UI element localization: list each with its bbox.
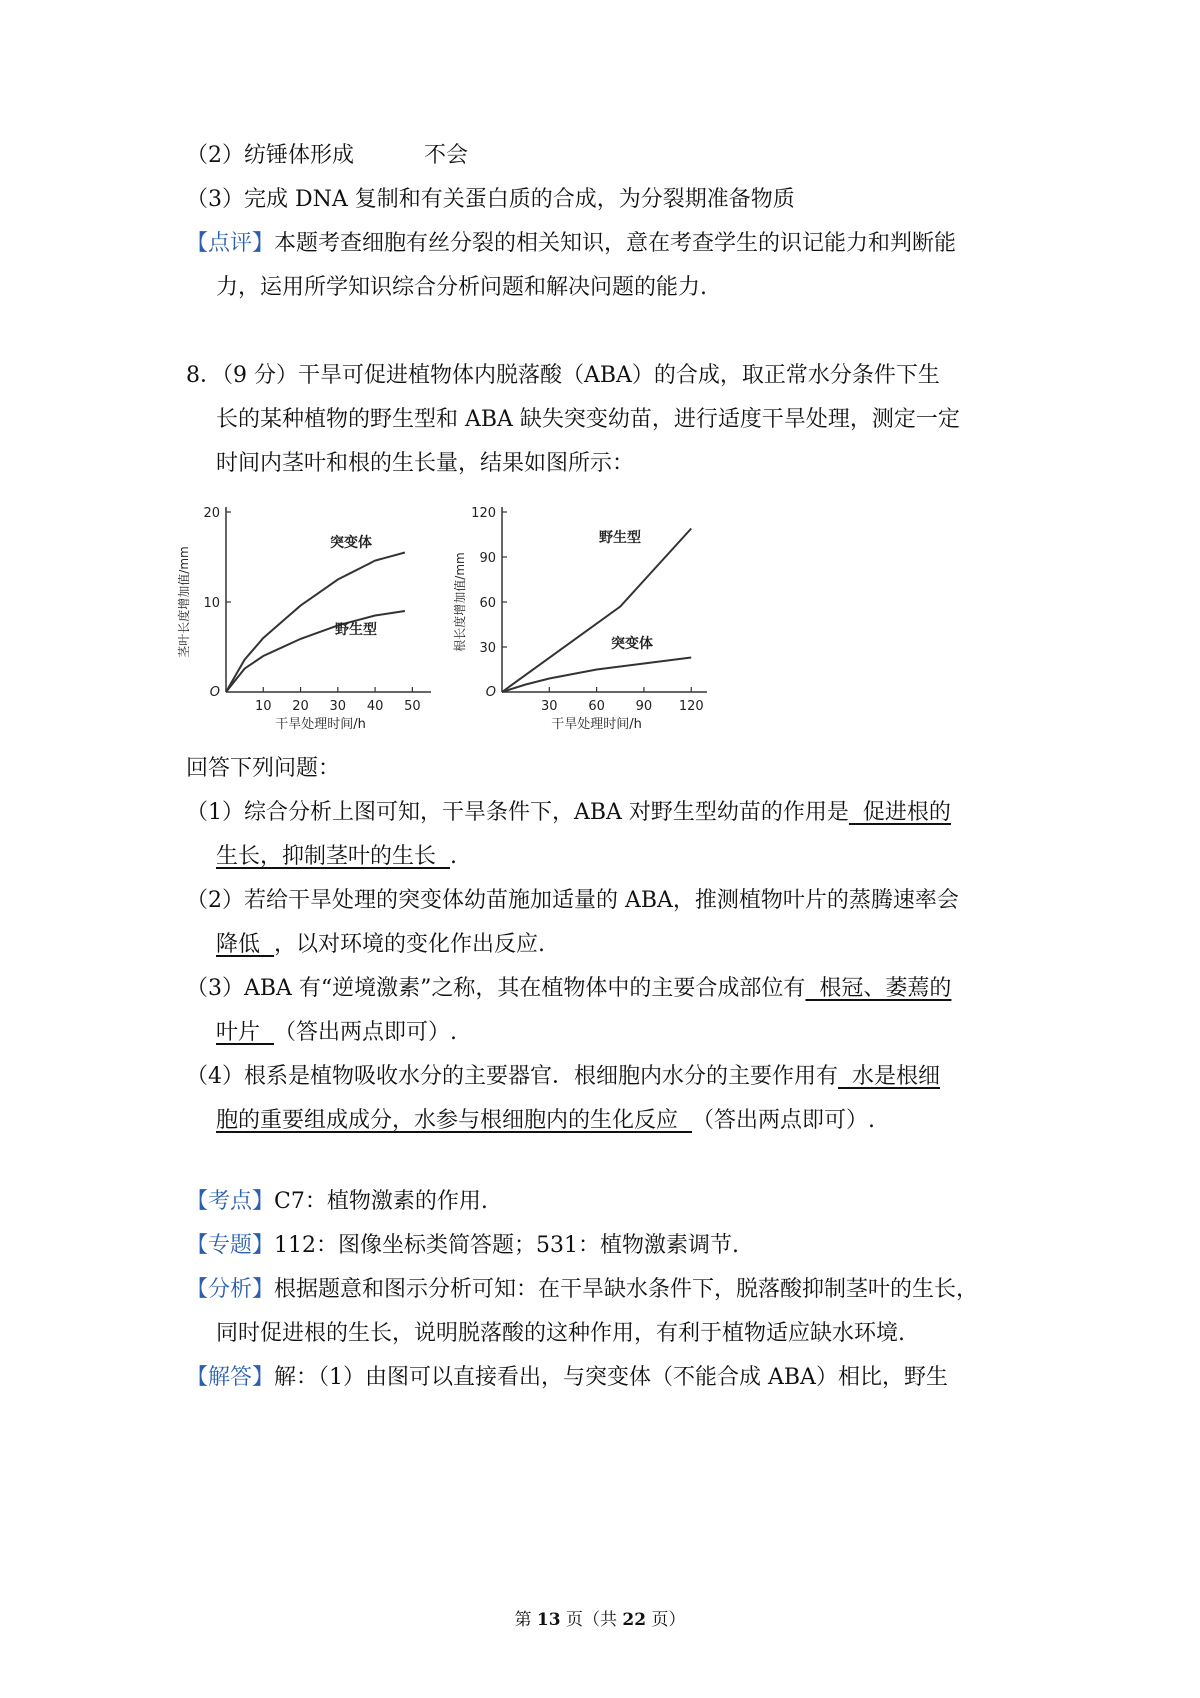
x-tick-label: 90 <box>635 699 653 714</box>
answer-intro: 回答下列问题： <box>186 756 341 781</box>
q3-answer-1: 根冠、萎蔫的 <box>805 976 952 1001</box>
x-axis-label: 干旱处理时间/h <box>275 717 366 732</box>
jieda-tag: 【解答】 <box>186 1365 275 1390</box>
x-tick-label: 30 <box>541 699 558 714</box>
zhuanti-line <box>186 1230 739 1262</box>
q2-suffix: ，以对环境的变化作出反应. <box>274 932 545 957</box>
kaodian-line <box>186 1186 488 1218</box>
origin-label: O <box>209 685 220 700</box>
series-line-1 <box>226 553 405 693</box>
question-line-3: 时间内茎叶和根的生长量，结果如图所示： <box>216 451 635 476</box>
review-text-1: 本题考查细胞有丝分裂的相关知识，意在考查学生的识记能力和判断能 <box>274 231 957 256</box>
q1-answer-1: 促进根的 <box>848 800 951 825</box>
q2-line-2 <box>216 929 545 961</box>
shoot-growth-chart <box>170 495 450 745</box>
jieda-text: 解：（1）由图可以直接看出，与突变体（不能合成 ABA）相比，野生 <box>274 1365 948 1390</box>
page-footer <box>0 1605 1200 1630</box>
kaodian-tag: 【考点】 <box>186 1189 275 1214</box>
q4-line-2 <box>216 1105 875 1137</box>
q2-line-1: （2）若给干旱处理的突变体幼苗施加适量的 ABA，推测植物叶片的蒸腾速率会 <box>186 888 959 913</box>
q3-prefix: （3）ABA 有“逆境激素”之称，其在植物体中的主要合成部位有 <box>186 976 806 1001</box>
q3-line-2 <box>216 1017 457 1049</box>
fenxi-tag: 【分析】 <box>186 1277 275 1302</box>
answer-2-label: （2）纺锤体形成 <box>186 143 354 168</box>
fenxi-text-1: 根据题意和图示分析可知：在干旱缺水条件下，脱落酸抑制茎叶的生长， <box>274 1277 979 1302</box>
series-label: 野生型 <box>335 622 377 638</box>
origin-label: O <box>485 685 496 700</box>
x-tick-label: 60 <box>588 699 605 714</box>
fenxi-line-2: 同时促进根的生长，说明脱落酸的这种作用，有利于植物适应缺水环境. <box>216 1321 905 1346</box>
x-tick-label: 20 <box>292 699 309 714</box>
series-label: 野生型 <box>599 530 641 546</box>
q3-answer-2: 叶片 <box>216 1020 274 1045</box>
footer-page-number: 13 <box>536 1610 561 1630</box>
series-line-1 <box>502 529 691 693</box>
footer-total-pages: 22 <box>622 1610 647 1630</box>
q4-suffix: （答出两点即可）. <box>692 1108 875 1133</box>
series-line-2 <box>502 658 691 693</box>
jieda-line <box>186 1362 948 1394</box>
footer-pre: 第 <box>514 1610 537 1630</box>
q1-line-2 <box>216 841 457 873</box>
q1-prefix: （1）综合分析上图可知，干旱条件下，ABA 对野生型幼苗的作用是 <box>186 800 849 825</box>
q1-line-1 <box>186 797 951 829</box>
y-axis-label: 茎叶长度增加值/mm <box>177 546 191 658</box>
y-tick-label: 90 <box>479 551 496 566</box>
x-tick-label: 30 <box>329 699 347 714</box>
q3-line-1 <box>186 973 951 1005</box>
kaodian-text: C7：植物激素的作用. <box>274 1189 488 1214</box>
x-tick-label: 120 <box>678 699 704 714</box>
x-tick-label: 40 <box>366 699 384 714</box>
y-tick-label: 120 <box>471 506 496 521</box>
review-line-2: 力，运用所学知识综合分析问题和解决问题的能力. <box>216 275 707 300</box>
q1-answer-2: 生长，抑制茎叶的生长 <box>216 844 450 869</box>
fenxi-line-1 <box>186 1274 978 1306</box>
answer-2-value: 不会 <box>424 143 469 168</box>
y-tick-label: 60 <box>479 596 496 611</box>
y-tick-label: 30 <box>479 641 496 656</box>
x-tick-label: 10 <box>254 699 272 714</box>
prev-answer-2 <box>186 140 468 172</box>
q4-answer-1: 水是根细 <box>838 1064 940 1089</box>
review-line-1 <box>186 228 956 260</box>
x-axis-label: 干旱处理时间/h <box>551 717 642 732</box>
q1-suffix: . <box>450 844 457 869</box>
q2-answer: 降低 <box>216 932 274 957</box>
y-tick-label: 20 <box>203 506 220 521</box>
series-label: 突变体 <box>611 636 653 652</box>
question-line-1: 8．（9 分）干旱可促进植物体内脱落酸（ABA）的合成，取正常水分条件下生 <box>186 363 940 388</box>
x-tick-label: 50 <box>404 699 421 714</box>
q3-suffix: （答出两点即可）. <box>274 1020 457 1045</box>
y-tick-label: 10 <box>203 596 220 611</box>
footer-post: 页） <box>646 1610 686 1630</box>
q4-line-1 <box>186 1061 940 1093</box>
footer-mid: 页（共 <box>560 1610 623 1630</box>
zhuanti-tag: 【专题】 <box>186 1233 275 1258</box>
q4-prefix: （4）根系是植物吸收水分的主要器官．根细胞内水分的主要作用有 <box>186 1064 838 1089</box>
review-tag: 【点评】 <box>186 231 275 256</box>
y-axis-label: 根长度增加值/mm <box>453 552 467 652</box>
root-growth-chart <box>455 495 730 745</box>
zhuanti-text: 112：图像坐标类简答题；531：植物激素调节. <box>274 1233 739 1258</box>
question-line-2: 长的某种植物的野生型和 ABA 缺失突变幼苗，进行适度干旱处理，测定一定 <box>216 407 960 432</box>
series-label: 突变体 <box>330 535 372 551</box>
q4-answer-2: 胞的重要组成成分，水参与根细胞内的生化反应 <box>216 1108 692 1133</box>
prev-answer-3: （3）完成 DNA 复制和有关蛋白质的合成，为分裂期准备物质 <box>186 187 795 212</box>
